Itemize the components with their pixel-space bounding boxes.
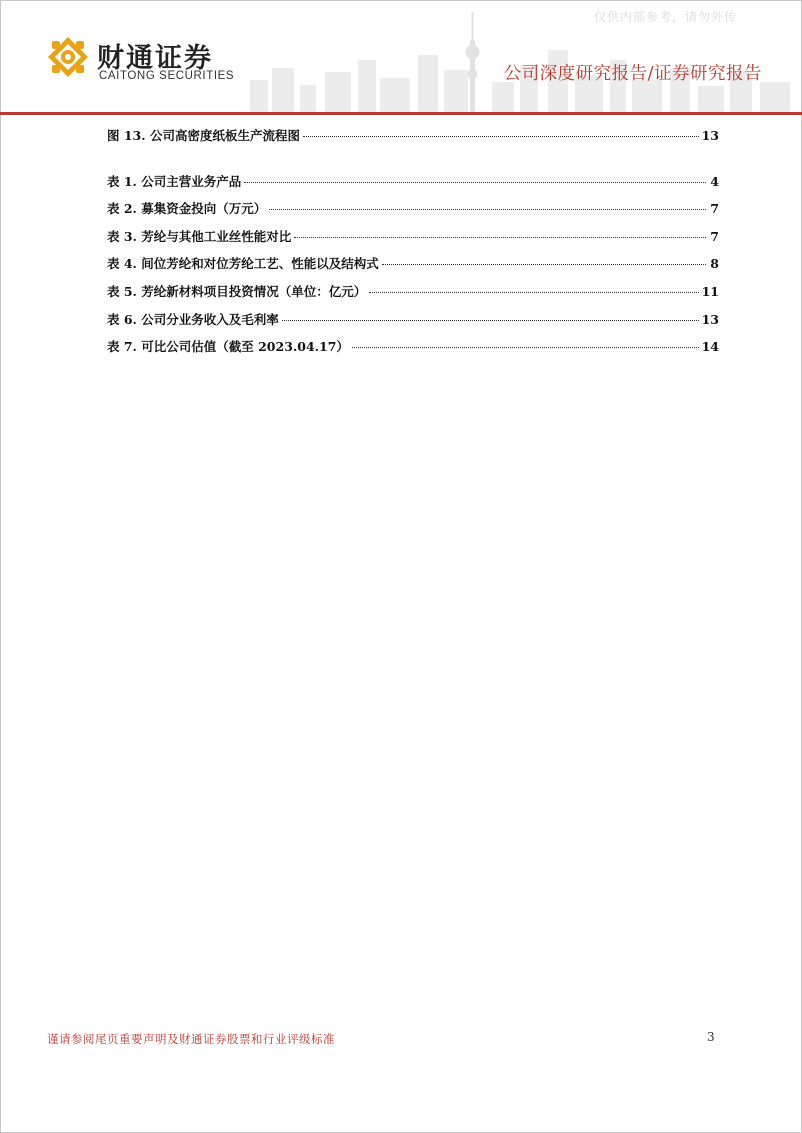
toc-entry-label: 表 3. 芳纶与其他工业丝性能对比 <box>107 228 292 244</box>
toc-table-1[interactable] <box>107 172 719 200</box>
header-divider <box>0 112 802 115</box>
toc-leader-dots <box>282 320 699 321</box>
toc-entry-page: 11 <box>701 283 719 299</box>
toc-entry-page: 14 <box>701 339 719 355</box>
toc-table-3[interactable] <box>107 227 719 255</box>
toc-entry-page: 8 <box>710 256 719 272</box>
toc-table-2[interactable] <box>107 199 719 227</box>
toc-leader-dots <box>269 209 706 210</box>
toc-table-7[interactable] <box>107 337 719 365</box>
toc-entry-page: 13 <box>701 128 719 143</box>
brand-name-cn: 财通证券 <box>97 43 213 74</box>
footer-disclaimer: 谨请参阅尾页重要声明及财通证券股票和行业评级标准 <box>47 1032 335 1046</box>
toc-table-6[interactable] <box>107 310 719 338</box>
toc-entry-label: 表 6. 公司分业务收入及毛利率 <box>107 311 279 327</box>
brand-name-en: CAITONG SECURITIES <box>99 70 235 82</box>
page-header <box>0 0 802 115</box>
toc-leader-dots <box>382 264 706 265</box>
toc-entry-page: 7 <box>710 201 719 217</box>
toc-table-5[interactable] <box>107 282 719 310</box>
toc-entry-label: 表 4. 间位芳纶和对位芳纶工艺、性能以及结构式 <box>107 256 379 272</box>
toc-entry-label: 表 1. 公司主营业务产品 <box>107 173 242 189</box>
toc-leader-dots <box>369 292 698 293</box>
toc-entry-page: 7 <box>710 228 719 244</box>
report-type-title: 公司深度研究报告/证券研究报告 <box>503 64 762 84</box>
toc-entry-page: 4 <box>710 173 719 189</box>
watermark: 仅供内部参考，请勿外传 <box>594 10 738 24</box>
toc-leader-dots <box>303 136 699 137</box>
toc-entry-label: 表 2. 募集资金投向（万元） <box>107 201 267 217</box>
toc-section-gap <box>107 154 719 172</box>
toc-figure-13[interactable] <box>107 126 719 154</box>
toc-leader-dots <box>352 347 699 348</box>
toc-entry-label: 图 13. 公司高密度纸板生产流程图 <box>107 128 300 143</box>
page-number: 3 <box>707 1030 715 1044</box>
table-of-contents <box>107 126 719 365</box>
toc-entry-label: 表 7. 可比公司估值（截至 2023.04.17） <box>107 339 349 355</box>
toc-table-4[interactable] <box>107 254 719 282</box>
toc-entry-label: 表 5. 芳纶新材料项目投资情况（单位：亿元） <box>107 283 367 299</box>
caitong-logo-icon <box>46 35 90 79</box>
toc-leader-dots <box>294 237 706 238</box>
toc-leader-dots <box>244 182 706 183</box>
toc-entry-page: 13 <box>701 311 719 327</box>
